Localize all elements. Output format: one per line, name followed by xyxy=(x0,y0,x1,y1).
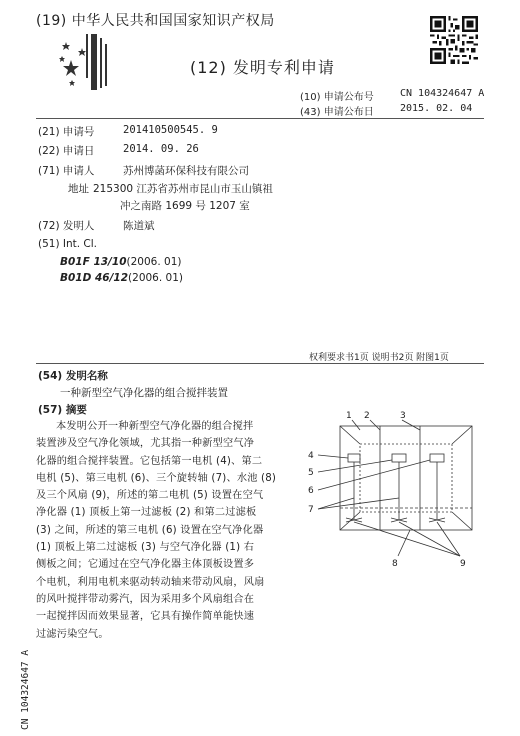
abstract-line: 个电机，利用电机来驱动转动轴来带动风扇，风扇 xyxy=(36,576,265,588)
ipc-version: (2006. 01) xyxy=(126,256,182,268)
address-line-1: 215300 江苏省苏州市昆山市玉山镇祖 xyxy=(93,183,273,195)
perspective-line xyxy=(340,426,360,444)
pub-date-label: (43) 申请公布日 xyxy=(300,107,374,118)
abstract-line: 装置涉及空气净化领域，尤其指一种新型空气净 xyxy=(36,438,255,450)
label-9: 9 xyxy=(460,559,466,569)
filing-date-label: (22) 申请日 xyxy=(38,145,95,157)
invention-title: 一种新型空气净化器的组合搅拌装置 xyxy=(60,387,228,399)
vertical-pub-number: CN 104324647 A xyxy=(20,649,31,730)
abstract-line: 本发明公开一种新型空气净化器的组合搅拌 xyxy=(56,421,254,432)
label-8: 8 xyxy=(392,559,398,569)
address-line-2: 冲之南路 1699 号 1207 室 xyxy=(120,200,250,212)
label-2: 2 xyxy=(364,411,370,421)
patent-office-emblem xyxy=(58,30,118,92)
perspective-line xyxy=(452,426,472,444)
filing-date: 2014. 09. 26 xyxy=(123,143,199,155)
office-name: (19) 中华人民共和国国家知识产权局 xyxy=(36,13,275,29)
perspective-line xyxy=(452,512,472,530)
label-6: 6 xyxy=(308,486,314,496)
pub-number: CN 104324647 A xyxy=(400,88,485,99)
label-1: 1 xyxy=(346,411,352,421)
inventor: 陈道斌 xyxy=(123,220,155,232)
abstract-line: 净化器 (1) 顶板上第一过滤板 (2) 和第二过滤板 xyxy=(36,507,257,519)
leader-line xyxy=(318,498,399,509)
abstract-line: 电机 (5)、第三电机 (6)、三个旋转轴 (7)、水池 (8) xyxy=(36,472,277,484)
address-label: 地址 xyxy=(68,183,89,195)
abstract-line: 的风叶搅拌带动雾汽，因为采用多个风扇组合在 xyxy=(36,593,255,605)
abstract-line: 侧板之间；它通过在空气净化器主体顶板设置多 xyxy=(36,559,255,571)
label-4: 4 xyxy=(308,451,314,461)
applicant: 苏州博菡环保科技有限公司 xyxy=(123,165,249,177)
app-number-label: (21) 申请号 xyxy=(38,126,95,138)
leader-line xyxy=(354,522,460,556)
ipc-code: B01D 46/12 xyxy=(60,272,129,284)
inventor-label: (72) 发明人 xyxy=(38,220,95,232)
motor-1 xyxy=(348,454,360,462)
ipc-entry xyxy=(60,256,181,268)
abstract-text xyxy=(36,418,306,643)
label-7: 7 xyxy=(308,505,314,515)
abstract-line: 过滤污染空气。 xyxy=(36,628,109,640)
leader-line xyxy=(318,455,348,458)
intcl-label: (51) Int. Cl. xyxy=(38,238,98,250)
abstract-line: 化器的组合搅拌装置。它包括第一电机 (4)、第二 xyxy=(36,455,263,467)
ipc-entry xyxy=(60,272,183,284)
qr-code xyxy=(430,16,478,64)
ipc-code: B01F 13/10 xyxy=(60,256,127,268)
abstract-line: (1) 顶板上第二过滤板 (3) 与空气净化器 (1) 右 xyxy=(36,542,255,554)
ipc-version: (2006. 01) xyxy=(128,272,183,284)
leader-line xyxy=(398,530,410,556)
section-rule xyxy=(36,363,484,364)
label-3: 3 xyxy=(400,411,406,421)
motor-2 xyxy=(392,454,406,462)
leader-line xyxy=(437,522,460,556)
patent-drawing xyxy=(300,408,500,578)
pub-number-label: (10) 申请公布号 xyxy=(300,92,374,103)
document-type: (12) 发明专利申请 xyxy=(190,58,335,77)
abstract-line: 一起搅拌因而效果显著，它具有操作简单能快速 xyxy=(36,611,255,623)
leader-line xyxy=(402,420,420,430)
leader-line xyxy=(318,460,430,490)
leader-line xyxy=(318,498,354,509)
leader-line xyxy=(370,420,380,430)
title-label: (54) 发明名称 xyxy=(38,370,108,382)
page-counts: 权利要求书1页 说明书2页 附图1页 xyxy=(309,353,449,363)
app-number: 201410500545. 9 xyxy=(123,124,218,136)
motor-3 xyxy=(430,454,444,462)
abstract-line: 及三个风扇 (9)，所述的第二电机 (5) 设置在空气 xyxy=(36,490,264,502)
abstract-label: (57) 摘要 xyxy=(38,404,87,416)
pub-date: 2015. 02. 04 xyxy=(400,103,473,114)
label-5: 5 xyxy=(308,468,314,478)
applicant-label: (71) 申请人 xyxy=(38,165,95,177)
abstract-line: (3) 之间，所述的第三电机 (6) 设置在空气净化器 xyxy=(36,524,264,536)
header-rule xyxy=(36,118,484,119)
leader-line xyxy=(352,420,360,430)
